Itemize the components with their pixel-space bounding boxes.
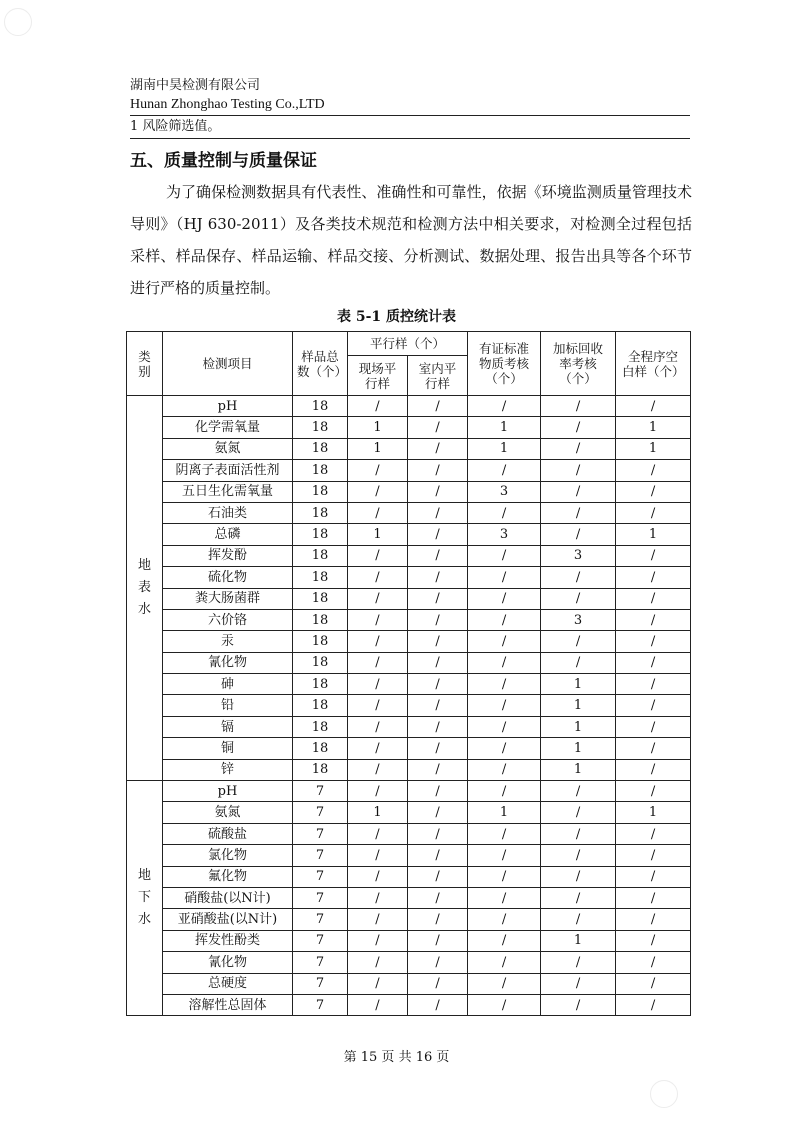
table-row [127,567,691,588]
sample-count-cell: 7 [293,845,348,866]
table-row [127,652,691,673]
table-row [127,396,691,417]
blank-cell: / [616,567,691,588]
spike-cell: / [541,396,616,417]
item-cell: 锌 [163,759,293,780]
blank-cell: / [616,994,691,1015]
certified-cell: / [468,631,541,652]
item-cell: 阴离子表面活性剂 [163,460,293,481]
item-cell: 氰化物 [163,952,293,973]
blank-cell: 1 [616,438,691,459]
table-row [127,609,691,630]
certified-cell: / [468,567,541,588]
lab-parallel-cell: / [408,502,468,523]
certified-cell: / [468,738,541,759]
header-spike: 加标回收率考核（个） [541,332,616,396]
blank-cell: 1 [616,802,691,823]
field-parallel-cell: 1 [348,417,408,438]
item-cell: pH [163,781,293,802]
spike-cell: / [541,588,616,609]
item-cell: 砷 [163,674,293,695]
sample-count-cell: 18 [293,738,348,759]
item-cell: 汞 [163,631,293,652]
blank-cell: / [616,866,691,887]
lab-parallel-cell: / [408,716,468,737]
spike-cell: 1 [541,738,616,759]
lab-parallel-cell: / [408,588,468,609]
field-parallel-cell: 1 [348,524,408,545]
lab-parallel-cell: / [408,674,468,695]
item-cell: 硫酸盐 [163,823,293,844]
lab-parallel-cell: / [408,417,468,438]
table-row [127,588,691,609]
field-parallel-cell: / [348,695,408,716]
table-row [127,695,691,716]
table-caption: 表 5-1 质控统计表 [336,309,457,325]
item-cell: 溶解性总固体 [163,994,293,1015]
lab-parallel-cell: / [408,631,468,652]
item-cell: 铜 [163,738,293,759]
blank-cell: / [616,545,691,566]
blank-cell: / [616,952,691,973]
lab-parallel-cell: / [408,438,468,459]
field-parallel-cell: / [348,866,408,887]
item-cell: 挥发酚 [163,545,293,566]
section-paragraph: 为了确保检测数据具有代表性、准确性和可靠性，依据《环境监测质量管理技术导则》（HJ 630-2011）及各类技术规范和检测方法中相关要求，对检测全过程包括采样、样品保存、样品运输、样品交接、分析测试、数据处理、报告出具等各个环节进行严格的质量控制。 [130,183,692,297]
spike-cell: 1 [541,930,616,951]
lab-parallel-cell: / [408,524,468,545]
item-cell: 氰化物 [163,652,293,673]
item-cell: 石油类 [163,502,293,523]
lab-parallel-cell: / [408,866,468,887]
certified-cell: / [468,845,541,866]
certified-cell: / [468,952,541,973]
sample-count-cell: 18 [293,524,348,545]
table-row [127,481,691,502]
certified-cell: / [468,909,541,930]
spike-cell: / [541,502,616,523]
table-row [127,759,691,780]
lab-parallel-cell: / [408,887,468,908]
lab-parallel-cell: / [408,545,468,566]
continued-text: 1 风险筛选值。 [130,116,690,139]
certified-cell: / [468,930,541,951]
blank-cell: / [616,609,691,630]
field-parallel-cell: / [348,759,408,780]
field-parallel-cell: / [348,652,408,673]
page-header [130,76,690,139]
item-cell: 铅 [163,695,293,716]
table-row [127,802,691,823]
header-certified: 有证标准物质考核（个） [468,332,541,396]
spike-cell: / [541,460,616,481]
sample-count-cell: 7 [293,909,348,930]
lab-parallel-cell: / [408,930,468,951]
certified-cell: / [468,887,541,908]
blank-cell: / [616,845,691,866]
spike-cell: / [541,994,616,1015]
lab-parallel-cell: / [408,396,468,417]
spike-cell: / [541,481,616,502]
field-parallel-cell: / [348,396,408,417]
field-parallel-cell: / [348,845,408,866]
spike-cell: 1 [541,716,616,737]
sample-count-cell: 7 [293,866,348,887]
header-parallel: 平行样（个） [348,332,468,356]
sample-count-cell: 18 [293,396,348,417]
sample-count-cell: 18 [293,460,348,481]
table-row [127,887,691,908]
table-row [127,845,691,866]
lab-parallel-cell: / [408,781,468,802]
field-parallel-cell: / [348,930,408,951]
lab-parallel-cell: / [408,460,468,481]
lab-parallel-cell: / [408,823,468,844]
field-parallel-cell: / [348,502,408,523]
field-parallel-cell: / [348,481,408,502]
sample-count-cell: 18 [293,417,348,438]
spike-cell: / [541,567,616,588]
header-sample-count: 样品总数（个） [293,332,348,396]
blank-cell: / [616,738,691,759]
item-cell: 硝酸盐(以N计) [163,887,293,908]
item-cell: 化学需氧量 [163,417,293,438]
field-parallel-cell: 1 [348,802,408,823]
item-cell: 亚硝酸盐(以N计) [163,909,293,930]
company-name-cn: 湖南中昊检测有限公司 [130,78,261,93]
spike-cell: / [541,887,616,908]
spike-cell: / [541,866,616,887]
table-row [127,438,691,459]
certified-cell: / [468,994,541,1015]
blank-cell: / [616,396,691,417]
lab-parallel-cell: / [408,845,468,866]
header-field-parallel: 现场平行样 [348,356,408,396]
lab-parallel-cell: / [408,481,468,502]
table-row [127,631,691,652]
lab-parallel-cell: / [408,609,468,630]
table-row [127,994,691,1015]
spike-cell: / [541,802,616,823]
item-cell: 五日生化需氧量 [163,481,293,502]
watermark-seal [650,1080,678,1108]
table-row [127,823,691,844]
table-row [127,909,691,930]
lab-parallel-cell: / [408,952,468,973]
table-row [127,716,691,737]
blank-cell: / [616,823,691,844]
sample-count-cell: 18 [293,567,348,588]
certified-cell: 3 [468,481,541,502]
page-footer: 第 15 页 共 16 页 [343,1050,450,1065]
header-category: 类别 [127,332,163,396]
spike-cell: / [541,781,616,802]
item-cell: 粪大肠菌群 [163,588,293,609]
header-lab-parallel: 室内平行样 [408,356,468,396]
spike-cell: / [541,845,616,866]
field-parallel-cell: / [348,973,408,994]
sample-count-cell: 7 [293,823,348,844]
certified-cell: / [468,781,541,802]
field-parallel-cell: 1 [348,438,408,459]
lab-parallel-cell: / [408,802,468,823]
blank-cell: 1 [616,524,691,545]
field-parallel-cell: / [348,545,408,566]
table-row [127,930,691,951]
field-parallel-cell: / [348,909,408,930]
table-row [127,866,691,887]
item-cell: 氟化物 [163,866,293,887]
sample-count-cell: 7 [293,781,348,802]
sample-count-cell: 7 [293,887,348,908]
spike-cell: 1 [541,695,616,716]
sample-count-cell: 7 [293,952,348,973]
table-row [127,781,691,802]
blank-cell: / [616,460,691,481]
lab-parallel-cell: / [408,909,468,930]
blank-cell: / [616,716,691,737]
certified-cell: / [468,759,541,780]
header-blank: 全程序空白样（个） [616,332,691,396]
blank-cell: / [616,973,691,994]
sample-count-cell: 18 [293,674,348,695]
item-cell: 硫化物 [163,567,293,588]
blank-cell: / [616,481,691,502]
blank-cell: 1 [616,417,691,438]
table-row [127,952,691,973]
lab-parallel-cell: / [408,567,468,588]
category-cell: 地下水 [127,781,163,1016]
table-row [127,973,691,994]
item-cell: 镉 [163,716,293,737]
certified-cell: / [468,545,541,566]
watermark-seal [4,8,32,36]
table-row [127,417,691,438]
certified-cell: 1 [468,802,541,823]
field-parallel-cell: / [348,567,408,588]
blank-cell: / [616,759,691,780]
sample-count-cell: 7 [293,973,348,994]
certified-cell: / [468,396,541,417]
sample-count-cell: 18 [293,502,348,523]
company-name-en: Hunan Zhonghao Testing Co.,LTD [130,95,690,116]
lab-parallel-cell: / [408,738,468,759]
spike-cell: / [541,524,616,545]
lab-parallel-cell: / [408,652,468,673]
spike-cell: / [541,952,616,973]
header-item: 检测项目 [163,332,293,396]
spike-cell: 1 [541,674,616,695]
table-row [127,502,691,523]
spike-cell: 3 [541,545,616,566]
spike-cell: / [541,909,616,930]
lab-parallel-cell: / [408,695,468,716]
item-cell: 六价铬 [163,609,293,630]
sample-count-cell: 7 [293,994,348,1015]
blank-cell: / [616,631,691,652]
certified-cell: / [468,823,541,844]
table-row [127,738,691,759]
spike-cell: / [541,823,616,844]
table-row [127,674,691,695]
field-parallel-cell: / [348,716,408,737]
field-parallel-cell: / [348,631,408,652]
section-title: 五、质量控制与质量保证 [130,151,317,171]
blank-cell: / [616,909,691,930]
certified-cell: / [468,609,541,630]
sample-count-cell: 18 [293,609,348,630]
sample-count-cell: 7 [293,802,348,823]
field-parallel-cell: / [348,952,408,973]
spike-cell: / [541,631,616,652]
category-cell: 地表水 [127,396,163,781]
sample-count-cell: 18 [293,588,348,609]
item-cell: 总磷 [163,524,293,545]
certified-cell: 1 [468,438,541,459]
certified-cell: / [468,866,541,887]
spike-cell: 3 [541,609,616,630]
table-row [127,545,691,566]
certified-cell: 1 [468,417,541,438]
field-parallel-cell: / [348,460,408,481]
spike-cell: / [541,438,616,459]
blank-cell: / [616,652,691,673]
sample-count-cell: 18 [293,716,348,737]
spike-cell: / [541,973,616,994]
spike-cell: / [541,417,616,438]
certified-cell: / [468,973,541,994]
blank-cell: / [616,502,691,523]
spike-cell: / [541,652,616,673]
item-cell: pH [163,396,293,417]
certified-cell: 3 [468,524,541,545]
blank-cell: / [616,887,691,908]
blank-cell: / [616,674,691,695]
certified-cell: / [468,652,541,673]
sample-count-cell: 7 [293,930,348,951]
item-cell: 挥发性酚类 [163,930,293,951]
sample-count-cell: 18 [293,631,348,652]
field-parallel-cell: / [348,781,408,802]
qc-table [126,331,691,1016]
item-cell: 氨氮 [163,438,293,459]
item-cell: 氨氮 [163,802,293,823]
table-row [127,524,691,545]
certified-cell: / [468,588,541,609]
item-cell: 氯化物 [163,845,293,866]
lab-parallel-cell: / [408,759,468,780]
blank-cell: / [616,695,691,716]
lab-parallel-cell: / [408,973,468,994]
blank-cell: / [616,588,691,609]
field-parallel-cell: / [348,674,408,695]
lab-parallel-cell: / [408,994,468,1015]
certified-cell: / [468,716,541,737]
certified-cell: / [468,460,541,481]
sample-count-cell: 18 [293,545,348,566]
sample-count-cell: 18 [293,695,348,716]
certified-cell: / [468,674,541,695]
spike-cell: 1 [541,759,616,780]
field-parallel-cell: / [348,823,408,844]
sample-count-cell: 18 [293,759,348,780]
field-parallel-cell: / [348,588,408,609]
field-parallel-cell: / [348,994,408,1015]
field-parallel-cell: / [348,738,408,759]
field-parallel-cell: / [348,887,408,908]
blank-cell: / [616,930,691,951]
blank-cell: / [616,781,691,802]
certified-cell: / [468,695,541,716]
item-cell: 总硬度 [163,973,293,994]
sample-count-cell: 18 [293,652,348,673]
certified-cell: / [468,502,541,523]
field-parallel-cell: / [348,609,408,630]
table-row [127,460,691,481]
sample-count-cell: 18 [293,481,348,502]
sample-count-cell: 18 [293,438,348,459]
